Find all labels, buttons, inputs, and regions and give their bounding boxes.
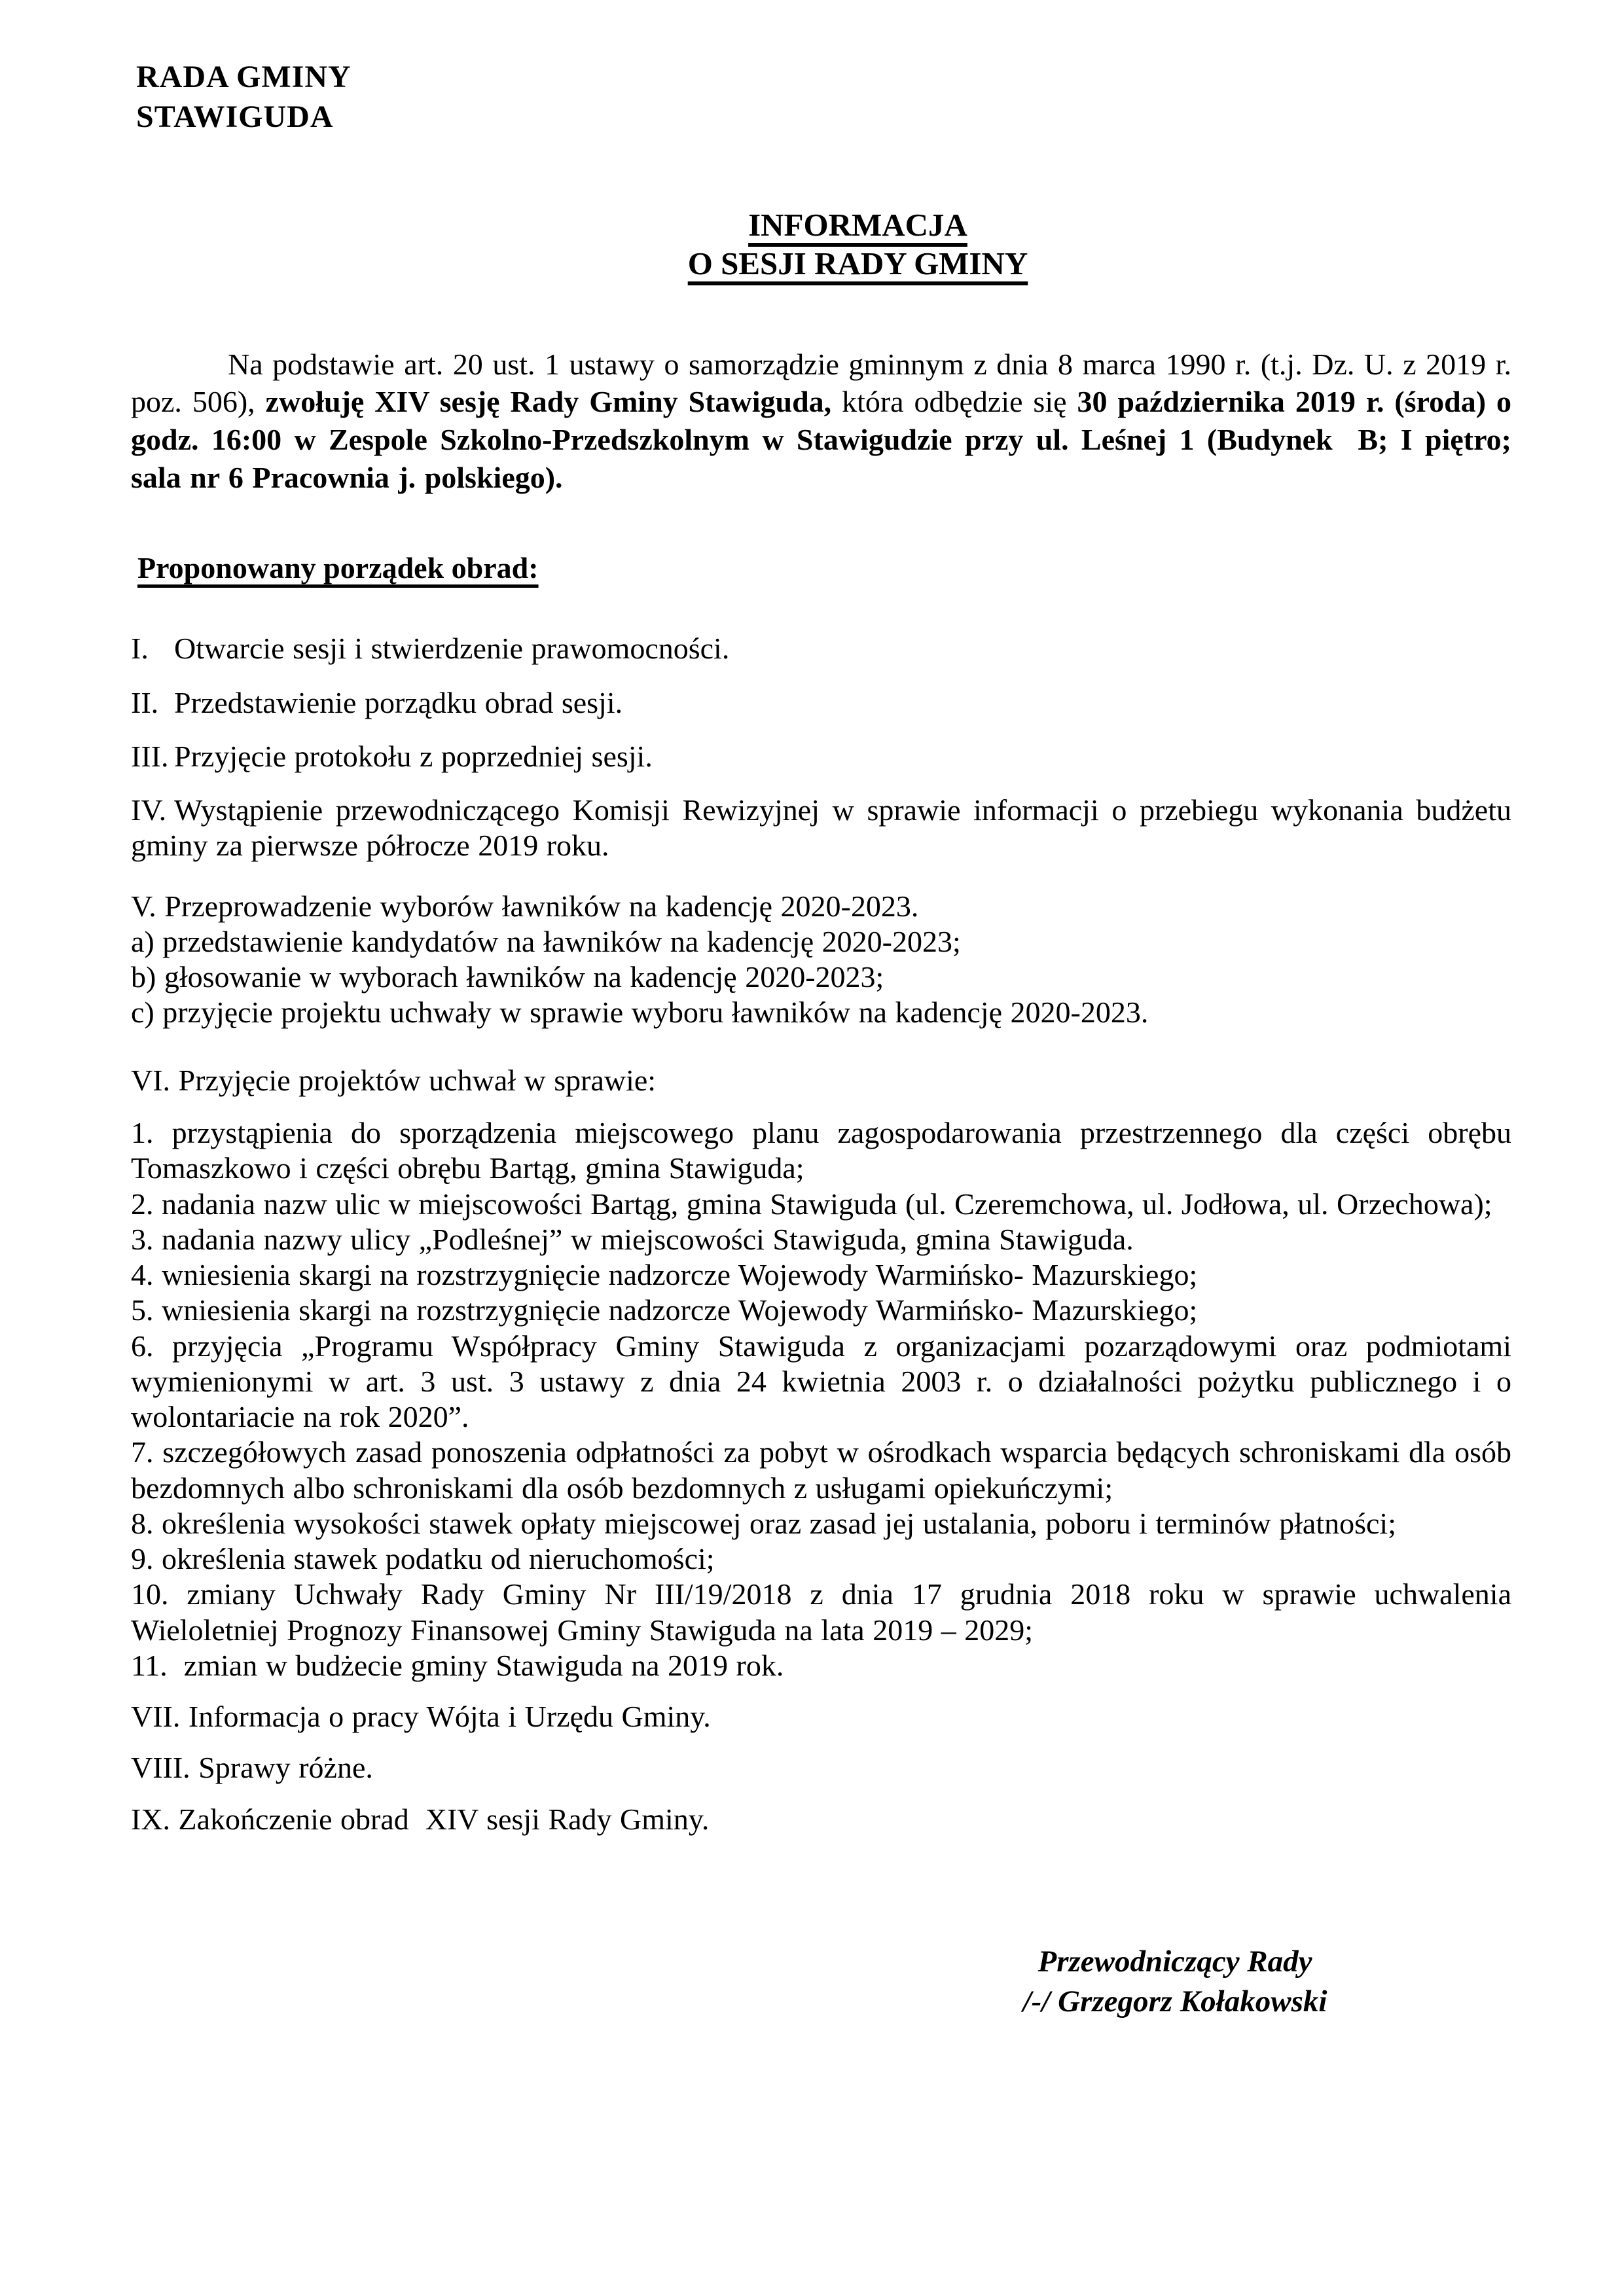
agenda-item-v-c: c) przyjęcie projektu uchwały w sprawie wyboru ławników na kadencję 2020-2023. <box>131 996 1149 1030</box>
agenda-item-iv-text: Wystąpienie przewodniczącego Komisji Rewizyjnej w sprawie informacji o przebiegu wykonania budżetu gminy za pierwsze półrocze 2019 roku. <box>131 793 1511 863</box>
intro-bold-datetime-place: 30 października 2019 r. (środa) o godz. 16:00 w Zespole Szkolno-Przedszkolnym w Stawigudzie przy ul. Leśnej 1 (Budynek B; I piętro; sala nr 6 Pracownia j. polskiego). <box>131 385 1511 495</box>
sender-line-2: STAWIGUDA <box>136 99 334 134</box>
sender-block <box>131 58 1511 137</box>
agenda-item-vi: VI. Przyjęcie projektów uchwał w sprawie: <box>131 1063 657 1097</box>
agenda-item-viii: VIII. Sprawy różne. <box>131 1751 373 1785</box>
agenda-item-iv-numeral: IV. <box>131 793 167 827</box>
intro-bold-session: zwołuję XIV sesję Rady Gminy Stawiguda, <box>265 385 832 419</box>
intro-paragraph <box>131 346 1511 497</box>
signature-block <box>946 1942 1404 2022</box>
agenda-item-v-b: b) głosowanie w wyborach ławników na kadencję 2020-2023; <box>131 960 884 994</box>
agenda-heading-text: Proponowany porządek obrad: <box>137 551 539 585</box>
agenda-item-iii-text: Przyjęcie protokołu z poprzedniej sesji. <box>174 739 653 773</box>
intro-text-2: która odbędzie się <box>831 385 1077 419</box>
agenda-heading <box>131 550 1511 585</box>
agenda-item-vii: VII. Informacja o pracy Wójta i Urzędu Gminy. <box>131 1700 711 1734</box>
agenda-item-11: 11. zmian w budżecie gminy Stawiguda na 2019 rok. <box>131 1648 784 1682</box>
agenda-item-ii <box>131 685 1511 721</box>
sender-line-1: RADA GMINY <box>136 60 352 94</box>
agenda-item-ii-numeral: II. <box>131 685 159 719</box>
agenda-item-ix: IX. Zakończenie obrad XIV sesji Rady Gminy. <box>131 1802 710 1836</box>
agenda-item-i-numeral: I. <box>131 632 149 666</box>
agenda-item-8: 8. określenia wysokości stawek opłaty miejscowej oraz zasad jej ustalania, poboru i terminów płatności; <box>131 1506 1396 1540</box>
agenda-item-1: 1. przystąpienia do sporządzenia miejscowego planu zagospodarowania przestrzennego dla części obrębu Tomaszkowo i części obrębu Bartąg, gmina Stawiguda; <box>131 1115 1511 1185</box>
agenda-item-v-a: a) przedstawienie kandydatów na ławników na kadencję 2020-2023; <box>131 924 961 958</box>
signature-name: /-/ Grzegorz Kołakowski <box>1022 1984 1327 2019</box>
title-line-2 <box>204 245 1511 283</box>
title-text-2: O SESJI RADY GMINY <box>687 245 1028 281</box>
agenda-item-i-text: Otwarcie sesji i stwierdzenie prawomocności. <box>174 632 730 666</box>
agenda-item-iii <box>131 739 1511 774</box>
agenda-item-10: 10. zmiany Uchwały Rady Gminy Nr III/19/2018 z dnia 17 grudnia 2018 roku w sprawie uchwalenia Wieloletniej Prognozy Finansowej Gminy Stawiguda na lata 2019 – 2029; <box>131 1577 1511 1647</box>
agenda-item-6: 6. przyjęcia „Programu Współpracy Gminy Stawiguda z organizacjami pozarządowymi oraz podmiotami wymienionymi w art. 3 ust. 3 ustawy z dnia 24 kwietnia 2003 r. o działalności pożytku publicznego i o wolontariacie na rok 2020”. <box>131 1329 1511 1434</box>
title-line-1 <box>204 206 1511 245</box>
agenda-item-4: 4. wniesienia skargi na rozstrzygnięcie nadzorcze Wojewody Warmińsko- Mazurskiego; <box>131 1258 1198 1292</box>
agenda-item-7: 7. szczegółowych zasad ponoszenia odpłatności za pobyt w ośrodkach wsparcia będących schroniskami dla osób bezdomnych albo schroniskami dla osób bezdomnych z usługami opiekuńczymi; <box>131 1435 1511 1505</box>
agenda-item-2: 2. nadania nazw ulic w miejscowości Bartąg, gmina Stawiguda (ul. Czeremchowa, ul. Jodłowa, ul. Orzechowa); <box>131 1187 1492 1221</box>
agenda-item-ii-text: Przedstawienie porządku obrad sesji. <box>174 685 623 719</box>
agenda-block-v <box>131 889 1511 1031</box>
agenda-item-iv <box>131 793 1511 864</box>
intro-text-1: Na podstawie art. 20 ust. 1 ustawy o samorządzie gminnym z dnia 8 marca 1990 r. (t.j. Dz. U. z 2019 r. poz. 506), <box>131 347 1511 419</box>
agenda-item-3: 3. nadania nazwy ulicy „Podleśnej” w miejscowości Stawiguda, gmina Stawiguda. <box>131 1222 1134 1256</box>
agenda-list <box>131 631 1511 1837</box>
agenda-numbered-list <box>131 1115 1511 1683</box>
signature-role: Przewodniczący Rady <box>1038 1945 1312 1979</box>
agenda-item-i <box>131 631 1511 666</box>
agenda-item-iii-numeral: III. <box>131 739 169 773</box>
document-title <box>131 206 1511 283</box>
title-text-1: INFORMACJA <box>748 206 967 243</box>
agenda-item-v: V. Przeprowadzenie wyborów ławników na kadencję 2020-2023. <box>131 889 919 923</box>
agenda-item-5: 5. wniesienia skargi na rozstrzygnięcie nadzorcze Wojewody Warmińsko- Mazurskiego; <box>131 1293 1198 1327</box>
agenda-item-9: 9. określenia stawek podatku od nieruchomości; <box>131 1542 715 1576</box>
